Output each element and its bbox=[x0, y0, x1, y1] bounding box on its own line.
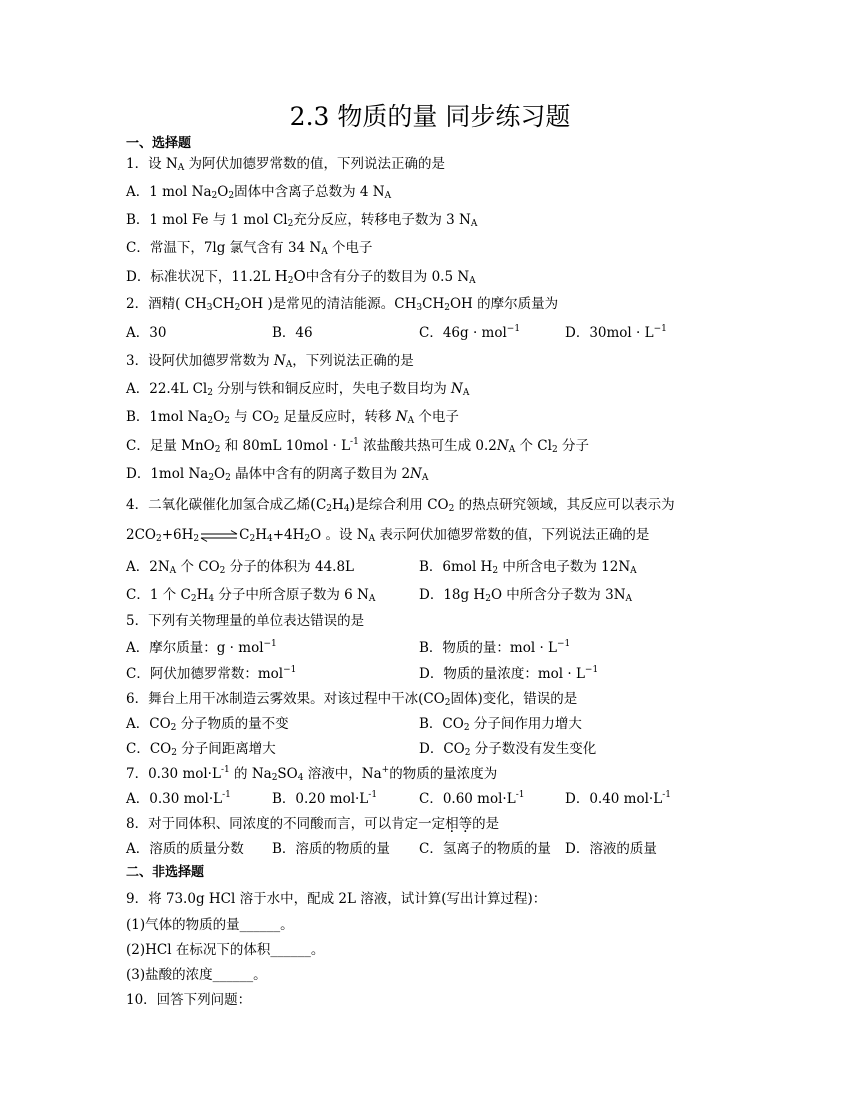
question-8-option-d: D．溶液的质量 bbox=[565, 841, 657, 857]
question-8-option-b: B．溶质的物质的量 bbox=[272, 841, 390, 857]
question-3-stem: 3．设阿伏加德罗常数为 $N_A$，下列说法正确的是 bbox=[126, 353, 414, 370]
question-6-stem: 6．舞台上用干冰制造云雾效果。对该过程中干冰($CO_2$固体)变化，错误的是 bbox=[126, 691, 578, 708]
question-7-option-b: B．0.20 $mol\cdot L^{-1}$ bbox=[272, 790, 378, 807]
question-5-option-a: A．摩尔质量：g · mol$^{-1}$ bbox=[126, 639, 277, 656]
question-8-option-c: C．氢离子的物质的量 bbox=[419, 841, 551, 857]
question-1-option-d: D．标准状况下，11.2L $H_2O$中含有分子的数目为 0.5 $N_A$ bbox=[126, 267, 476, 286]
question-9-part-3: (3)盐酸的浓度______。 bbox=[126, 967, 267, 983]
question-7-stem: 7．0.30 $mol\cdot L^{-1}$ 的 $Na_2SO_4$ 溶液中，Na+的物质的量浓度为 bbox=[126, 765, 498, 783]
question-2-option-c: C．46g · mol$^{-1}$ bbox=[419, 324, 521, 341]
page-title: 2.3 物质的量 同步练习题 bbox=[289, 102, 571, 131]
question-2-option-b: B．46 bbox=[272, 325, 313, 341]
question-6-option-c: C．$CO_2$ 分子间距离增大 bbox=[126, 741, 276, 758]
question-3-option-a: A．22.4L $Cl_2$ 分别与铁和铜反应时，失电子数目均为 $N_A$ bbox=[126, 381, 470, 398]
question-4-equation: $2CO_2+6H_2$ $C_2H_4+4H_2O$ 。设 $N_A$ 表示阿伏加德罗常数的值，下列说法正确的是 bbox=[126, 527, 650, 544]
question-6-option-a: A．$CO_2$ 分子物质的量不变 bbox=[126, 716, 289, 733]
question-1-option-b: B．1 mol Fe 与 1 mol $Cl_2$充分反应，转移电子数为 3 $N_A$ bbox=[126, 212, 478, 229]
question-4-option-c: C．1 个 $C_2H_4$ 分子中所含原子数为 6 $N_A$ bbox=[126, 587, 376, 604]
question-8-stem: 8．对于同体积、同浓度的不同酸而言，可以肯定一定相等的是 bbox=[126, 816, 500, 832]
question-3-option-d: D．1mol $Na_2O_2$ 晶体中含有的阴离子数目为 $2N_A$ bbox=[126, 466, 429, 483]
question-3-option-b: B．1mol $Na_2O_2$ 与 $CO_2$ 足量反应时，转移 $N_A$ 个电子 bbox=[126, 409, 459, 426]
question-4-stem: 4．二氧化碳催化加氢合成乙烯$(C_2H_4)$是综合利用 $CO_2$ 的热点研究领域，其反应可以表示为 bbox=[126, 495, 675, 514]
question-4-option-d: D．18g $H_2O$ 中所含分子数为 $3N_A$ bbox=[419, 587, 633, 604]
question-7-option-d: D．0.40 $mol\cdot L^{-1}$ bbox=[565, 790, 671, 807]
question-9-part-2: (2)HCl 在标况下的体积______。 bbox=[126, 942, 325, 958]
section-heading-choice: 一、选择题 bbox=[126, 136, 192, 151]
question-1-stem: 1．设 $N_A$ 为阿伏加德罗常数的值，下列说法正确的是 bbox=[126, 156, 445, 173]
question-9-part-1: (1)气体的物质的量______。 bbox=[126, 917, 294, 933]
question-3-option-c: C．足量 MnO$_2$ 和 80mL $10mol \cdot L^{-1}$ 浓盐酸共热可生成 $0.2N_A$ 个 $Cl_2$ 分子 bbox=[126, 437, 589, 455]
question-7-option-a: A．0.30 $mol\cdot L^{-1}$ bbox=[126, 790, 231, 807]
question-5-stem: 5．下列有关物理量的单位表达错误的是 bbox=[126, 613, 365, 629]
question-9-stem: 9．将 73.0g HCl 溶于水中，配成 2L 溶液，试计算(写出计算过程)： bbox=[126, 891, 547, 907]
section-heading-nonchoice: 二、非选择题 bbox=[126, 865, 205, 880]
question-6-option-b: B．$CO_2$ 分子间作用力增大 bbox=[419, 716, 582, 733]
question-10-stem: 10．回答下列问题： bbox=[126, 992, 252, 1008]
question-2-option-a: A．30 bbox=[126, 325, 167, 341]
question-6-option-d: D．$CO_2$ 分子数没有发生变化 bbox=[419, 741, 597, 758]
question-4-option-b: B．6mol $H_2$ 中所含电子数为 $12N_A$ bbox=[419, 559, 637, 576]
question-1-option-c: C．常温下，7lg 氯气含有 34 $N_A$ 个电子 bbox=[126, 240, 373, 257]
question-5-option-c: C．阿伏加德罗常数：mol$^{-1}$ bbox=[126, 665, 297, 682]
question-5-option-d: D．物质的量浓度：mol · $L^{-1}$ bbox=[419, 665, 599, 682]
question-5-option-b: B．物质的量：mol · $L^{-1}$ bbox=[419, 639, 571, 656]
question-8-option-a: A．溶质的质量分数 bbox=[126, 841, 244, 857]
question-7-option-c: C．0.60 $mol\cdot L^{-1}$ bbox=[419, 790, 525, 807]
question-2-stem: 2．酒精( $CH_3CH_2OH$ )是常见的清洁能源。$CH_3CH_2OH$ 的摩尔质量为 bbox=[126, 296, 559, 313]
reversible-arrow-icon bbox=[199, 530, 239, 542]
question-1-option-a: A．1 mol $Na_2O_2$固体中含离子总数为 4 $N_A$ bbox=[126, 184, 392, 201]
question-4-option-a: A．$2N_A$ 个 $CO_2$ 分子的体积为 44.8L bbox=[126, 559, 355, 576]
question-2-option-d: D．$30mol \cdot L^{-1}$ bbox=[565, 324, 667, 341]
